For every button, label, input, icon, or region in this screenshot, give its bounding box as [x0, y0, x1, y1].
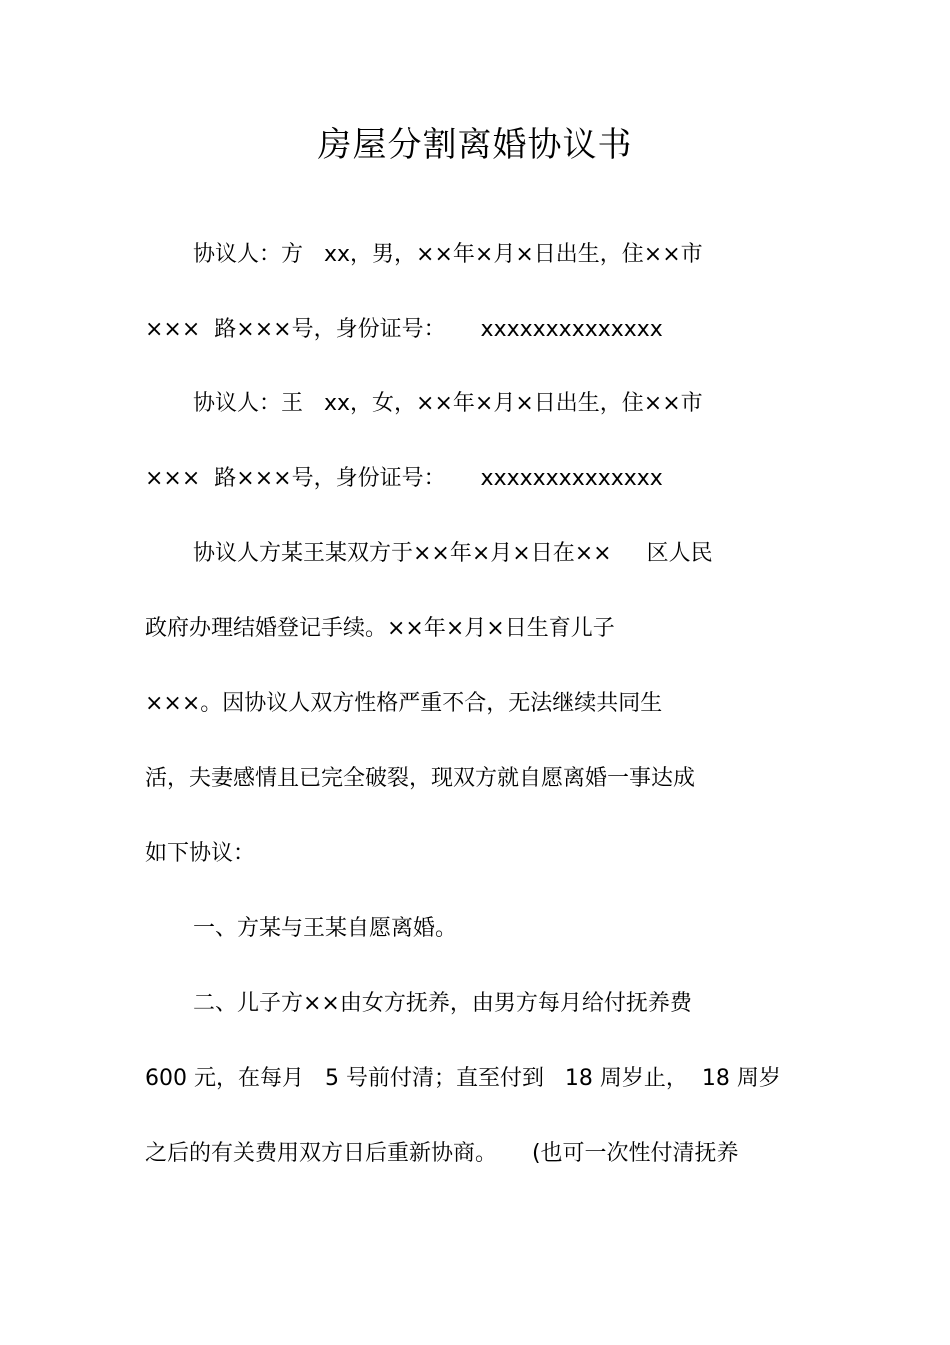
intro-line-3: ×××。因协议人双方性格严重不合，无法继续共同生 [145, 691, 663, 716]
clause-1: 一、方某与王某自愿离婚。 [193, 916, 458, 941]
clause-2-line-3: 之后的有关费用双方日后重新协商。 (也可一次性付清抚养 [145, 1141, 739, 1166]
intro-line-4: 活，夫妻感情且已完全破裂，现双方就自愿离婚一事达成 [145, 766, 696, 791]
clause-2-line-2: 600 元，在每月 5 号前付清；直至付到 18 周岁止， 18 周岁 [145, 1066, 781, 1091]
intro-line-2: 政府办理结婚登记手续。××年×月×日生育儿子 [145, 616, 615, 641]
document-title: 房屋分割离婚协议书 [317, 125, 633, 165]
intro-line-5: 如下协议： [145, 841, 256, 866]
party-2-line-2: ××× 路×××号，身份证号： xxxxxxxxxxxxxx [145, 466, 663, 491]
party-1-line-2: ××× 路×××号，身份证号： xxxxxxxxxxxxxx [145, 317, 663, 342]
party-1-line-1: 协议人：方 xx，男，××年×月×日出生，住××市 [193, 242, 703, 267]
clause-2-line-1: 二、儿子方××由女方抚养，由男方每月给付抚养费 [193, 991, 692, 1016]
intro-line-1: 协议人方某王某双方于××年×月×日在×× 区人民 [193, 541, 713, 566]
party-2-line-1: 协议人：王 xx，女，××年×月×日出生，住××市 [193, 391, 703, 416]
